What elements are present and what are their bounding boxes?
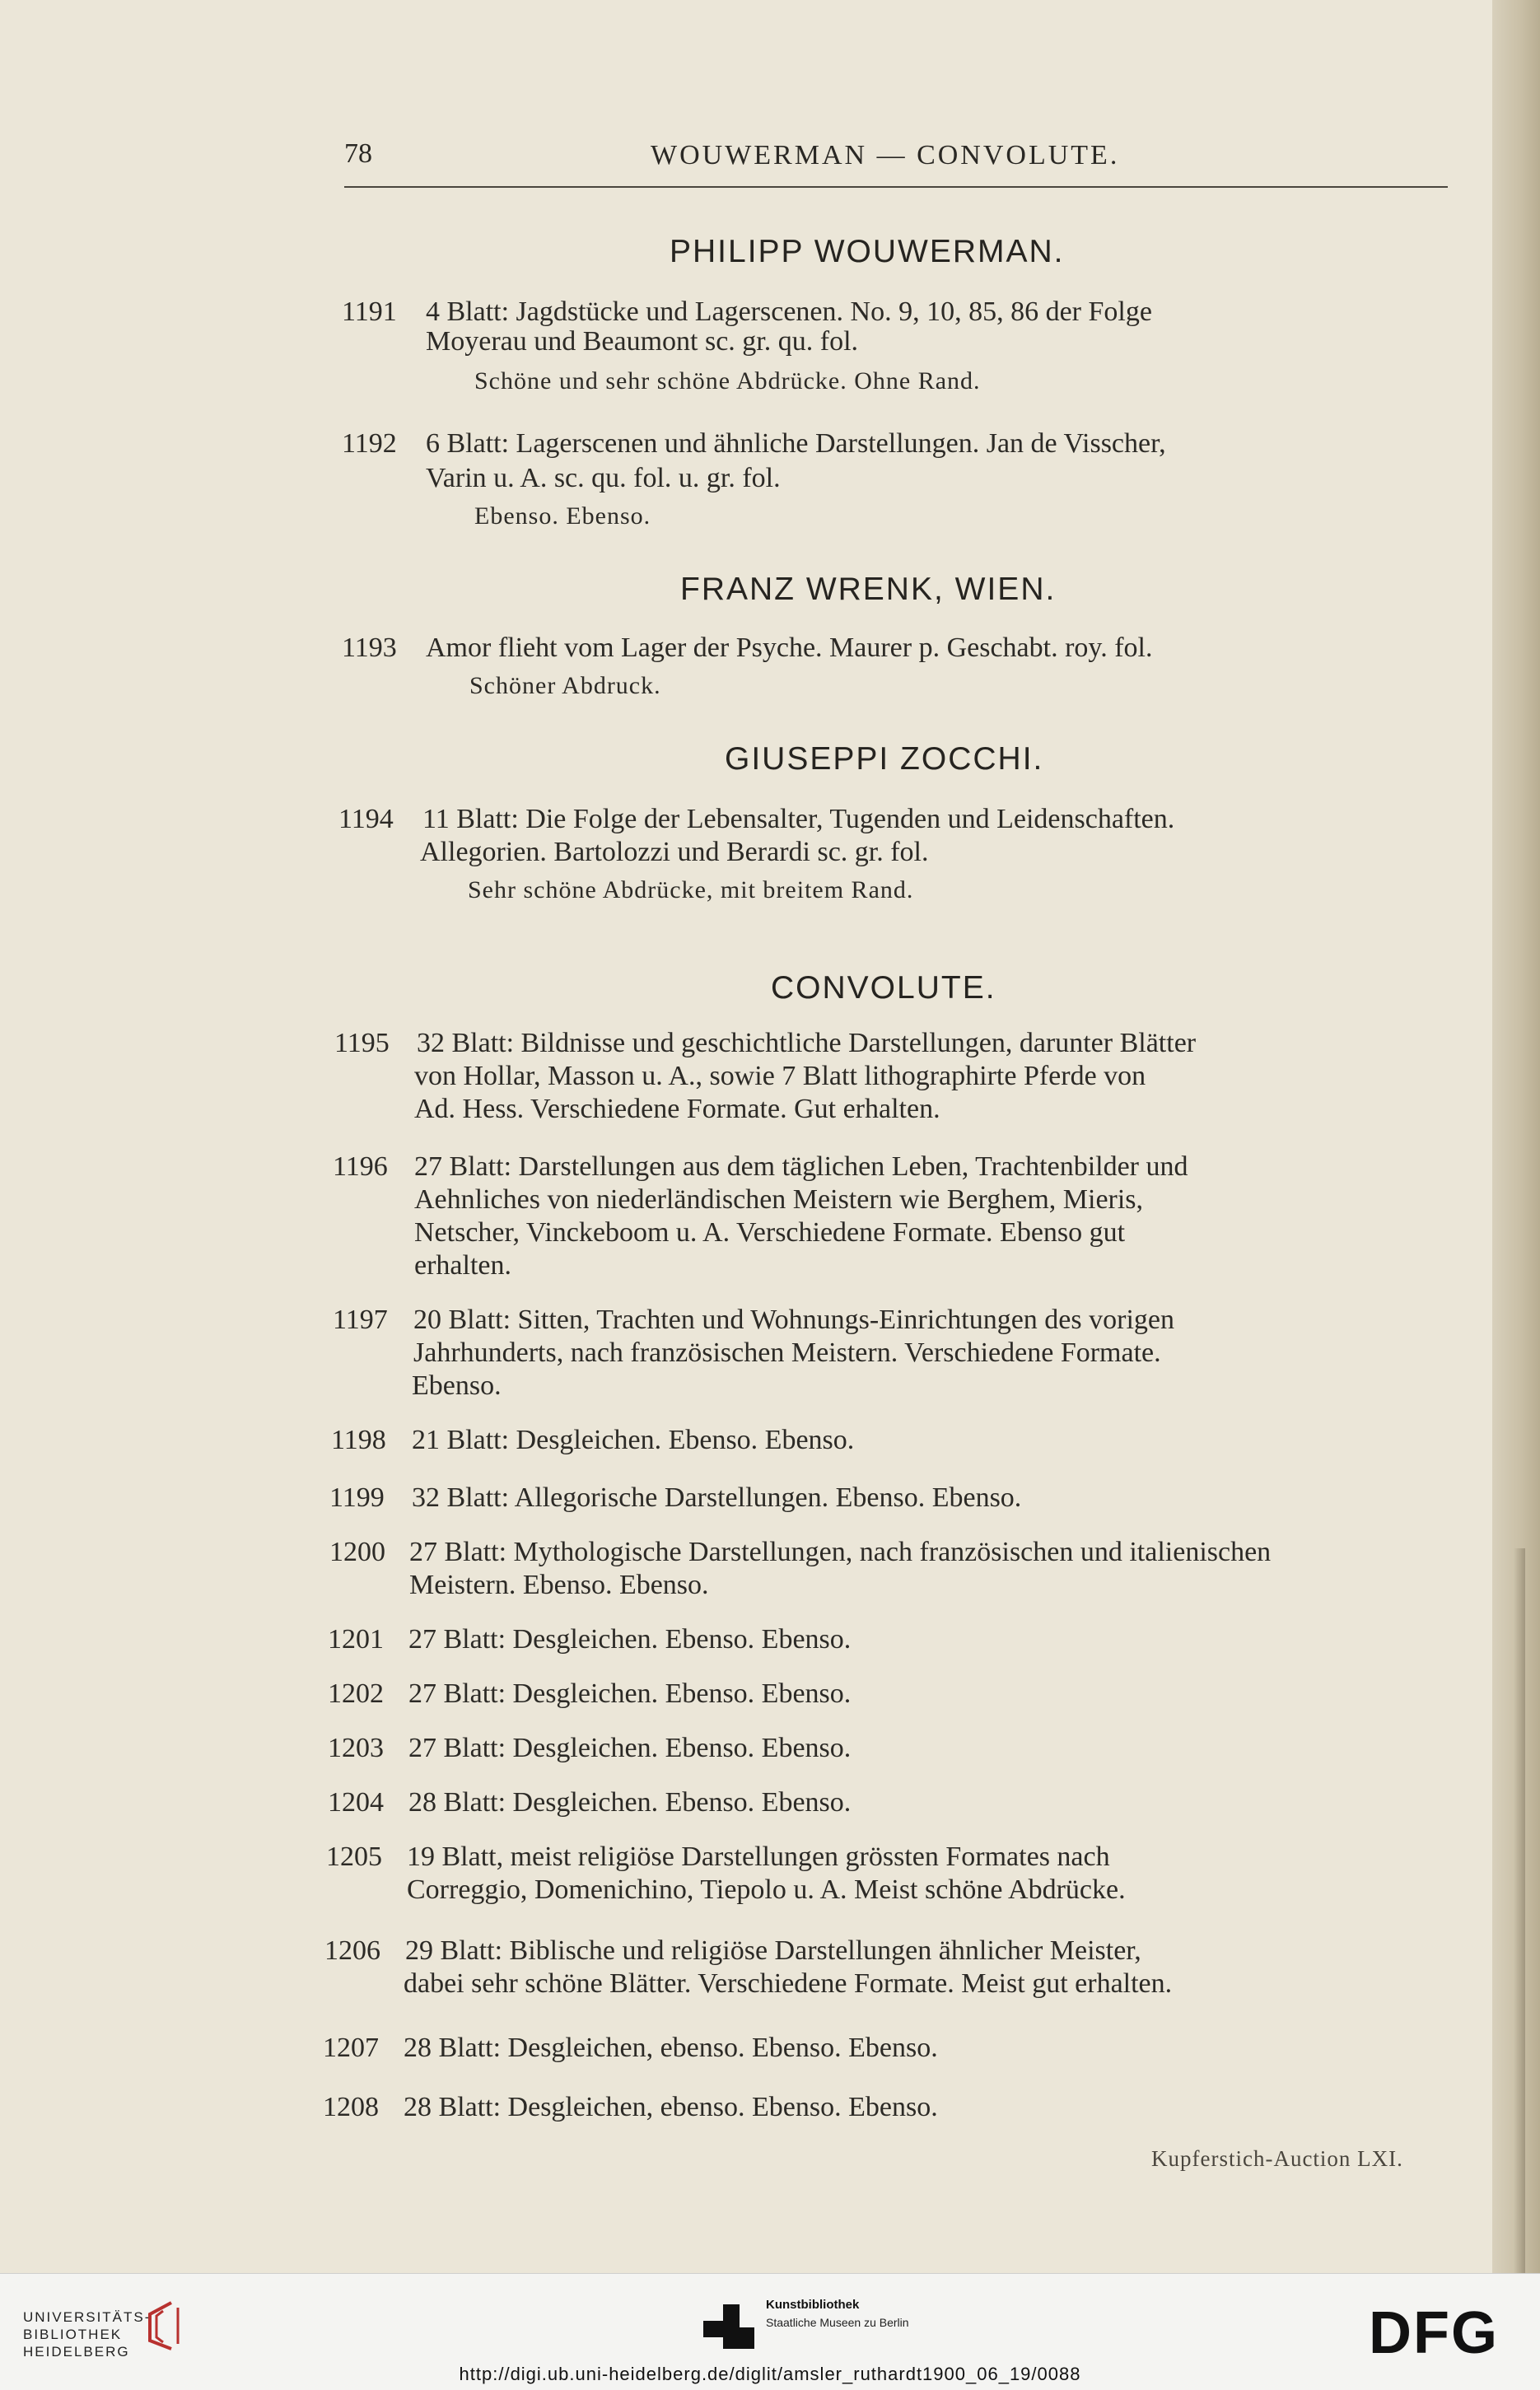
entry-line: 27 Blatt: Mythologische Darstellungen, nach französischen und italienischen [409,1537,1272,1567]
entry-line: 4 Blatt: Jagdstücke und Lagerscenen. No. 9, 10, 85, 86 der Folge [426,296,1152,327]
entry-note: Schöne und sehr schöne Abdrücke. Ohne Rand. [474,367,981,394]
entry-line: 19 Blatt, meist religiöse Darstellungen grössten Formates nach [407,1842,1110,1872]
entry-line: 32 Blatt: Allegorische Darstellungen. Ebenso. Ebenso. [412,1482,1022,1513]
lot-number: 1203 [328,1733,384,1763]
entry-note: Schöner Abdruck. [469,672,661,699]
permalink-url[interactable]: http://digi.ub.uni-heidelberg.de/diglit/amsler_ruthardt1900_06_19/0088 [459,2364,1081,2384]
lot-number: 1207 [323,2033,379,2063]
entry-line: Netscher, Vinckeboom u. A. Verschiedene Formate. Ebenso gut [414,1217,1126,1248]
entry-line: 28 Blatt: Desgleichen, ebenso. Ebenso. Ebenso. [404,2092,938,2122]
section-heading: PHILIPP WOUWERMAN. [670,234,1065,269]
university-library-logo-icon [138,2299,188,2352]
signature-line: Kupferstich-Auction LXI. [1151,2146,1403,2171]
lot-number: 1204 [328,1787,384,1818]
entry-line: 28 Blatt: Desgleichen, ebenso. Ebenso. Ebenso. [404,2033,938,2063]
page-edge-shadow [1514,1548,1525,2273]
entry-line: Ebenso. [412,1370,502,1401]
entry-line: Aehnliches von niederländischen Meistern wie Berghem, Mieris, [414,1184,1144,1215]
entry-line: von Hollar, Masson u. A., sowie 7 Blatt lithographirte Pferde von [414,1061,1146,1091]
header-rule [344,186,1448,188]
entry-line: Ad. Hess. Verschiedene Formate. Gut erhalten. [414,1094,940,1124]
entry-line: Jahrhunderts, nach französischen Meistern. Verschiedene Formate. [413,1337,1161,1368]
lot-number: 1206 [324,1935,380,1966]
lot-number: 1191 [342,296,397,327]
lot-number: 1195 [334,1028,390,1058]
section-heading: CONVOLUTE. [771,970,996,1006]
entry-line: 6 Blatt: Lagerscenen und ähnliche Darstellungen. Jan de Visscher, [426,428,1166,459]
lot-number: 1196 [333,1151,388,1182]
lot-number: 1193 [342,633,397,663]
entry-line: 29 Blatt: Biblische und religiöse Darstellungen ähnlicher Meister, [405,1935,1141,1966]
entry-line: 27 Blatt: Darstellungen aus dem täglichen Leben, Trachtenbilder und [414,1151,1188,1182]
entry-line: 27 Blatt: Desgleichen. Ebenso. Ebenso. [408,1733,852,1763]
lot-number: 1205 [326,1842,382,1872]
lot-number: 1198 [331,1425,386,1455]
entry-line: Varin u. A. sc. qu. fol. u. gr. fol. [426,463,781,493]
section-heading: GIUSEPPI ZOCCHI. [725,741,1044,777]
entry-line: 28 Blatt: Desgleichen. Ebenso. Ebenso. [408,1787,852,1818]
entry-line: Meistern. Ebenso. Ebenso. [409,1570,709,1600]
entry-note: Sehr schöne Abdrücke, mit breitem Rand. [468,876,914,903]
entry-line: 32 Blatt: Bildnisse und geschichtliche Darstellungen, darunter Blätter [417,1028,1197,1058]
page-number: 78 [344,138,372,169]
entry-line: 21 Blatt: Desgleichen. Ebenso. Ebenso. [412,1425,855,1455]
kunstbibliothek-title: Kunstbibliothek [766,2298,860,2312]
entry-line: 11 Blatt: Die Folge der Lebensalter, Tugenden und Leidenschaften. [422,804,1175,834]
kunstbibliothek-subtitle: Staatliche Museen zu Berlin [766,2316,909,2329]
library-name: UNIVERSITÄTS- BIBLIOTHEK HEIDELBERG [23,2309,152,2360]
running-title: WOUWERMAN — CONVOLUTE. [651,140,1120,170]
lot-number: 1201 [328,1624,384,1655]
lot-number: 1200 [329,1537,385,1567]
lot-number: 1199 [329,1482,385,1513]
entry-line: 20 Blatt: Sitten, Trachten und Wohnungs-Einrichtungen des vorigen [413,1305,1174,1335]
lot-number: 1208 [323,2092,379,2122]
entry-line: 27 Blatt: Desgleichen. Ebenso. Ebenso. [408,1624,852,1655]
lot-number: 1192 [342,428,397,459]
entry-line: Allegorien. Bartolozzi und Berardi sc. gr. fol. [420,837,929,867]
entry-line: erhalten. [414,1250,511,1281]
section-heading: FRANZ WRENK, WIEN. [680,572,1057,607]
entry-line: Amor flieht vom Lager der Psyche. Maurer p. Geschabt. roy. fol. [426,633,1153,663]
lot-number: 1202 [328,1678,384,1709]
kunstbibliothek-logo-icon [702,2303,756,2350]
lot-number: 1194 [338,804,394,834]
entry-line: Correggio, Domenichino, Tiepolo u. A. Meist schöne Abdrücke. [407,1874,1126,1905]
entry-line: dabei sehr schöne Blätter. Verschiedene Formate. Meist gut erhalten. [404,1968,1173,1999]
lot-number: 1197 [333,1305,388,1335]
entry-note: Ebenso. Ebenso. [474,502,651,530]
entry-line: 27 Blatt: Desgleichen. Ebenso. Ebenso. [408,1678,852,1709]
entry-line: Moyerau und Beaumont sc. gr. qu. fol. [426,326,859,357]
dfg-logo: DFG [1369,2300,1499,2366]
